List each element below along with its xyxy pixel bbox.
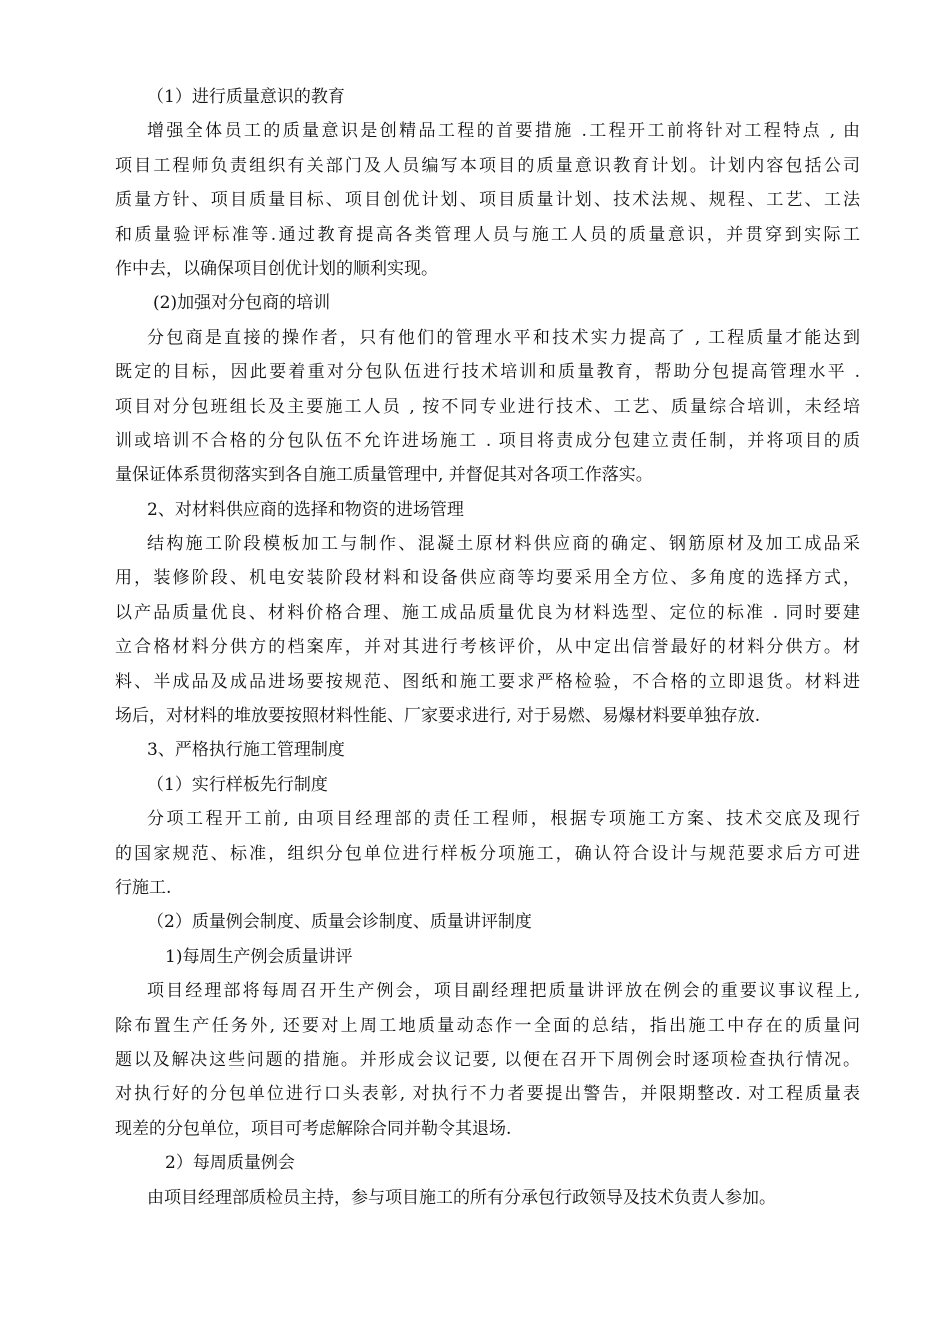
text-line: （1）进行质量意识的教育 xyxy=(147,87,345,107)
text-line: 既定的目标，因此要着重对分包队伍进行技术培训和质量教育，帮助分包提高管理水平 . xyxy=(115,362,860,383)
text-line: 训或培训不合格的分包队伍不允许进场施工 . 项目将责成分包建立责任制，并将项目的质 xyxy=(115,430,860,451)
text-line: 3、严格执行施工管理制度 xyxy=(147,740,345,761)
text-line: 量保证体系贯彻落实到各自施工质量管理中, 并督促其对各项工作落实。 xyxy=(115,465,653,486)
text-line: 立合格材料分供方的档案库，并对其进行考核评价，从中定出信誉最好的材料分供方。材 xyxy=(115,637,860,658)
text-line: 2、对材料供应商的选择和物资的进场管理 xyxy=(147,499,464,520)
document-body xyxy=(115,80,860,1215)
text-line: 用，装修阶段、机电安装阶段材料和设备供应商等均要采用全方位、多角度的选择方式， xyxy=(115,568,860,589)
text-line: 项目经理部将每周召开生产例会，项目副经理把质量讲评放在例会的重要议事议程上, xyxy=(147,981,860,1002)
text-line: 以产品质量优良、材料价格合理、施工成品质量优良为材料选型、定位的标准 . 同时要建 xyxy=(115,602,860,623)
text-line: 分包商是直接的操作者，只有他们的管理水平和技术实力提高了 , 工程质量才能达到 xyxy=(147,327,860,348)
text-line: 由项目经理部质检员主持，参与项目施工的所有分承包行政领导及技术负责人参加。 xyxy=(147,1187,776,1208)
text-line: 和质量验评标准等.通过教育提高各类管理人员与施工人员的质量意识，并贯穿到实际工 xyxy=(115,224,860,245)
text-line: 除布置生产任务外, 还要对上周工地质量动态作一全面的总结，指出施工中存在的质量问 xyxy=(115,1015,860,1036)
text-line: 行施工. xyxy=(115,877,172,898)
text-line: 对执行好的分包单位进行口头表彰, 对执行不力者要提出警告，并限期整改. 对工程质量表 xyxy=(115,1084,860,1105)
text-line: 项目对分包班组长及主要施工人员 , 按不同专业进行技术、工艺、质量综合培训，未经培 xyxy=(115,396,860,417)
text-line: （1）实行样板先行制度 xyxy=(147,774,328,795)
text-line: (2)加强对分包商的培训 xyxy=(153,293,331,314)
text-line: 作中去，以确保项目创优计划的顺利实现。 xyxy=(115,258,438,279)
text-line: 增强全体员工的质量意识是创精品工程的首要措施 .工程开工前将针对工程特点 , 由 xyxy=(147,121,860,142)
text-line: 的国家规范、标准，组织分包单位进行样板分项施工，确认符合设计与规范要求后方可进 xyxy=(115,843,860,864)
text-line: 质量方针、项目质量目标、项目创优计划、项目质量计划、技术法规、规程、工艺、工法 xyxy=(115,190,860,211)
text-line: 分项工程开工前, 由项目经理部的责任工程师，根据专项施工方案、技术交底及现行 xyxy=(147,809,860,830)
text-line: 现差的分包单位，项目可考虑解除合同并勒令其退场. xyxy=(115,1118,512,1139)
text-line: 1)每周生产例会质量讲评 xyxy=(165,946,353,967)
text-line: 场后，对材料的堆放要按照材料性能、厂家要求进行, 对于易燃、易爆材料要单独存放. xyxy=(115,706,761,727)
text-line: 题以及解决这些问题的措施。并形成会议记要, 以便在召开下周例会时逐项检查执行情况。 xyxy=(115,1049,860,1070)
text-line: 项目工程师负责组织有关部门及人员编写本项目的质量意识教育计划。计划内容包括公司 xyxy=(115,155,860,176)
text-line: 2）每周质量例会 xyxy=(165,1153,295,1174)
text-line: （2）质量例会制度、质量会诊制度、质量讲评制度 xyxy=(147,912,532,933)
text-line: 结构施工阶段模板加工与制作、混凝土原材料供应商的确定、钢筋原材及加工成品采 xyxy=(147,534,860,555)
text-line: 料、半成品及成品进场要按规范、图纸和施工要求严格检验，不合格的立即退货。材料进 xyxy=(115,671,860,692)
